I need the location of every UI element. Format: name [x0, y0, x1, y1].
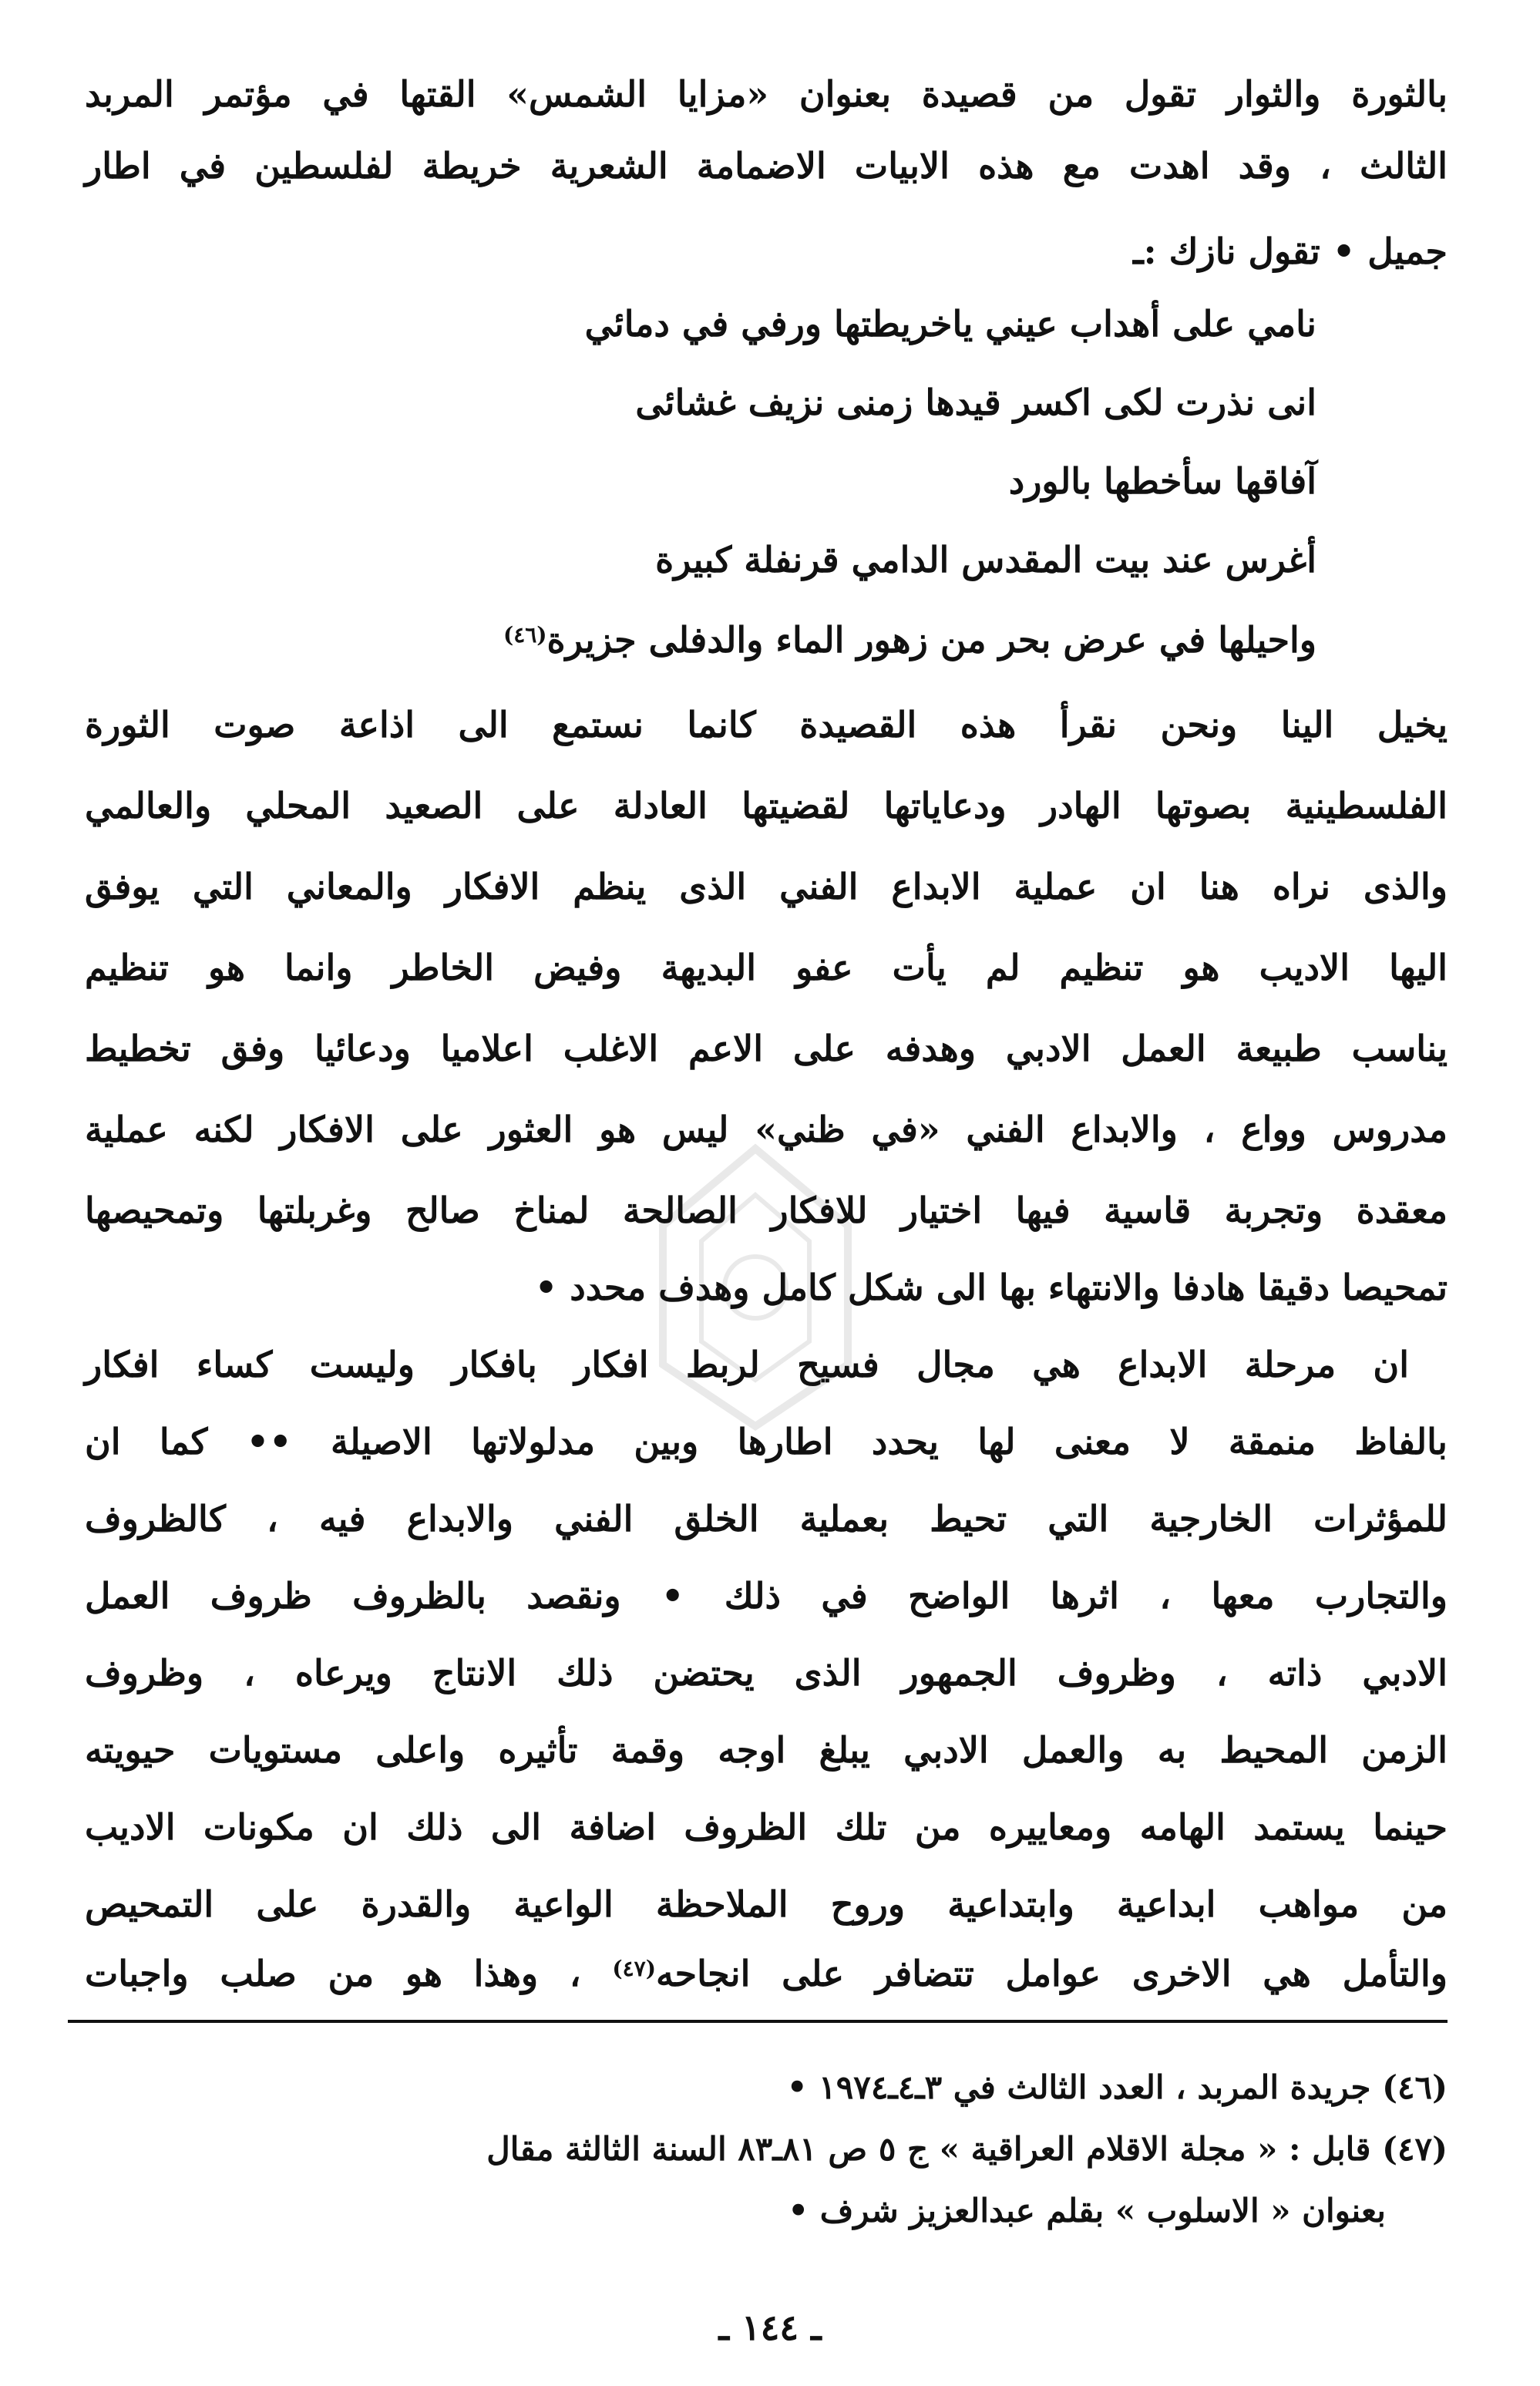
para1-line-3: والذى نراه هنا ان عملية الابداع الفني الذى ينظم الافكار والمعاني التي يوفق — [85, 866, 1448, 907]
poem-line-3: آفاقها سأخطها بالورد — [1008, 460, 1316, 502]
para2-line-3: للمؤثرات الخارجية التي تحيط بعملية الخلق الفني والابداع فيه ، كالظروف — [85, 1498, 1448, 1540]
para2-line-1: ان مرحلة الابداع هي مجال فسيح لربط افكار بافكار وليست كساء افكار — [85, 1344, 1409, 1385]
para2-line-7: حينما يستمد الهامه ومعاييره من تلك الظروف اضافة الى ذلك ان مكونات الاديب — [85, 1806, 1448, 1848]
footnote-47: (٤٧) قابل : « مجلة الاقلام العراقية » ج ٥ ص ٨١ـ٨٣ السنة الثالثة مقال — [486, 2130, 1448, 2168]
poem-line-1: نامي على أهداب عيني ياخريطتها ورفي في دمائي — [584, 303, 1316, 345]
footnote-ref-47: (٤٧) — [612, 1956, 656, 1981]
para2-line-6: الزمن المحيط به والعمل الادبي يبلغ اوجه وقمة تأثيره واعلى مستويات حيويته — [85, 1729, 1448, 1771]
footnote-46: (٤٦) جريدة المربد ، العدد الثالث في ٣ـ٤ـ١٩٧٤ • — [786, 2068, 1448, 2106]
intro-line-1: بالثورة والثوار تقول من قصيدة بعنوان «مزايا الشمس» القتها في مؤتمر المربد — [85, 73, 1448, 115]
footnote-ref-46: (٤٦) — [503, 622, 547, 648]
para2-line-8: من مواهب ابداعية وابتداعية وروح الملاحظة الواعية والقدرة على التمحيص — [85, 1883, 1448, 1925]
para1-line-4: اليها الاديب هو تنظيم لم يأت عفو البديهة وفيض الخاطر وانما هو تنظيم — [85, 947, 1448, 988]
para2-line-2: بالفاظ منمقة لا معنى لها يحدد اطارها وبين مدلولاتها الاصيلة •• كما ان — [85, 1421, 1448, 1462]
para1-line-6: مدروس وواع ، والابداع الفني «في ظني» ليس هو العثور على الافكار لكنه عملية — [85, 1109, 1448, 1150]
para1-line-8: تمحيصا دقيقا هادفا والانتهاء بها الى شكل كامل وهدف محدد • — [534, 1267, 1448, 1308]
footnote-separator — [68, 2020, 1448, 2023]
para1-line-1: يخيل الينا ونحن نقرأ هذه القصيدة كانما نستمع الى اذاعة صوت الثورة — [85, 704, 1448, 745]
para2-line-9-tail: ، وهذا هو من صلب واجبات — [85, 1953, 581, 1994]
para1-line-2: الفلسطينية بصوتها الهادر ودعاياتها لقضيتها العادلة على الصعيد المحلي والعالمي — [85, 785, 1448, 826]
poem-line-4: أغرس عند بيت المقدس الدامي قرنفلة كبيرة — [655, 539, 1316, 581]
intro-line-2: الثالث ، وقد اهدت مع هذه الابيات الاضمامة الشعرية خريطة لفلسطين في اطار — [85, 145, 1448, 187]
poem-line-2: انى نذرت لكى اكسر قيدها زمنى نزيف غشائى — [635, 382, 1316, 423]
poem-line-5 — [154, 617, 1316, 663]
para2-line-9 — [85, 1950, 1448, 1997]
para1-line-7: معقدة وتجربة قاسية فيها اختيار للافكار الصالحة لمناخ صالح وغربلتها وتمحيصها — [85, 1190, 1448, 1231]
footnote-47-continued: بعنوان « الاسلوب » بقلم عبدالعزيز شرف • — [788, 2192, 1386, 2230]
para1-line-5: يناسب طبيعة العمل الادبي وهدفه على الاعم الاغلب اعلاميا ودعائيا وفق تخطيط — [85, 1028, 1448, 1069]
para2-line-4: والتجارب معها ، اثرها الواضح في ذلك • ونقصد بالظروف ظروف العمل — [85, 1575, 1448, 1617]
para2-line-9-text: والتأمل هي الاخرى عوامل تتضافر على انجاحه — [655, 1953, 1448, 1994]
page-number: ـ ١٤٤ ـ — [718, 2307, 822, 2348]
intro-line-3: جميل • تقول نازك :ـ — [1133, 231, 1448, 272]
para2-line-5: الادبي ذاته ، وظروف الجمهور الذى يحتضن ذلك الانتاج ويرعاه ، وظروف — [85, 1652, 1448, 1694]
poem-line-5-text: واحيلها في عرض بحر من زهور الماء والدفلى جزيرة — [546, 619, 1316, 661]
